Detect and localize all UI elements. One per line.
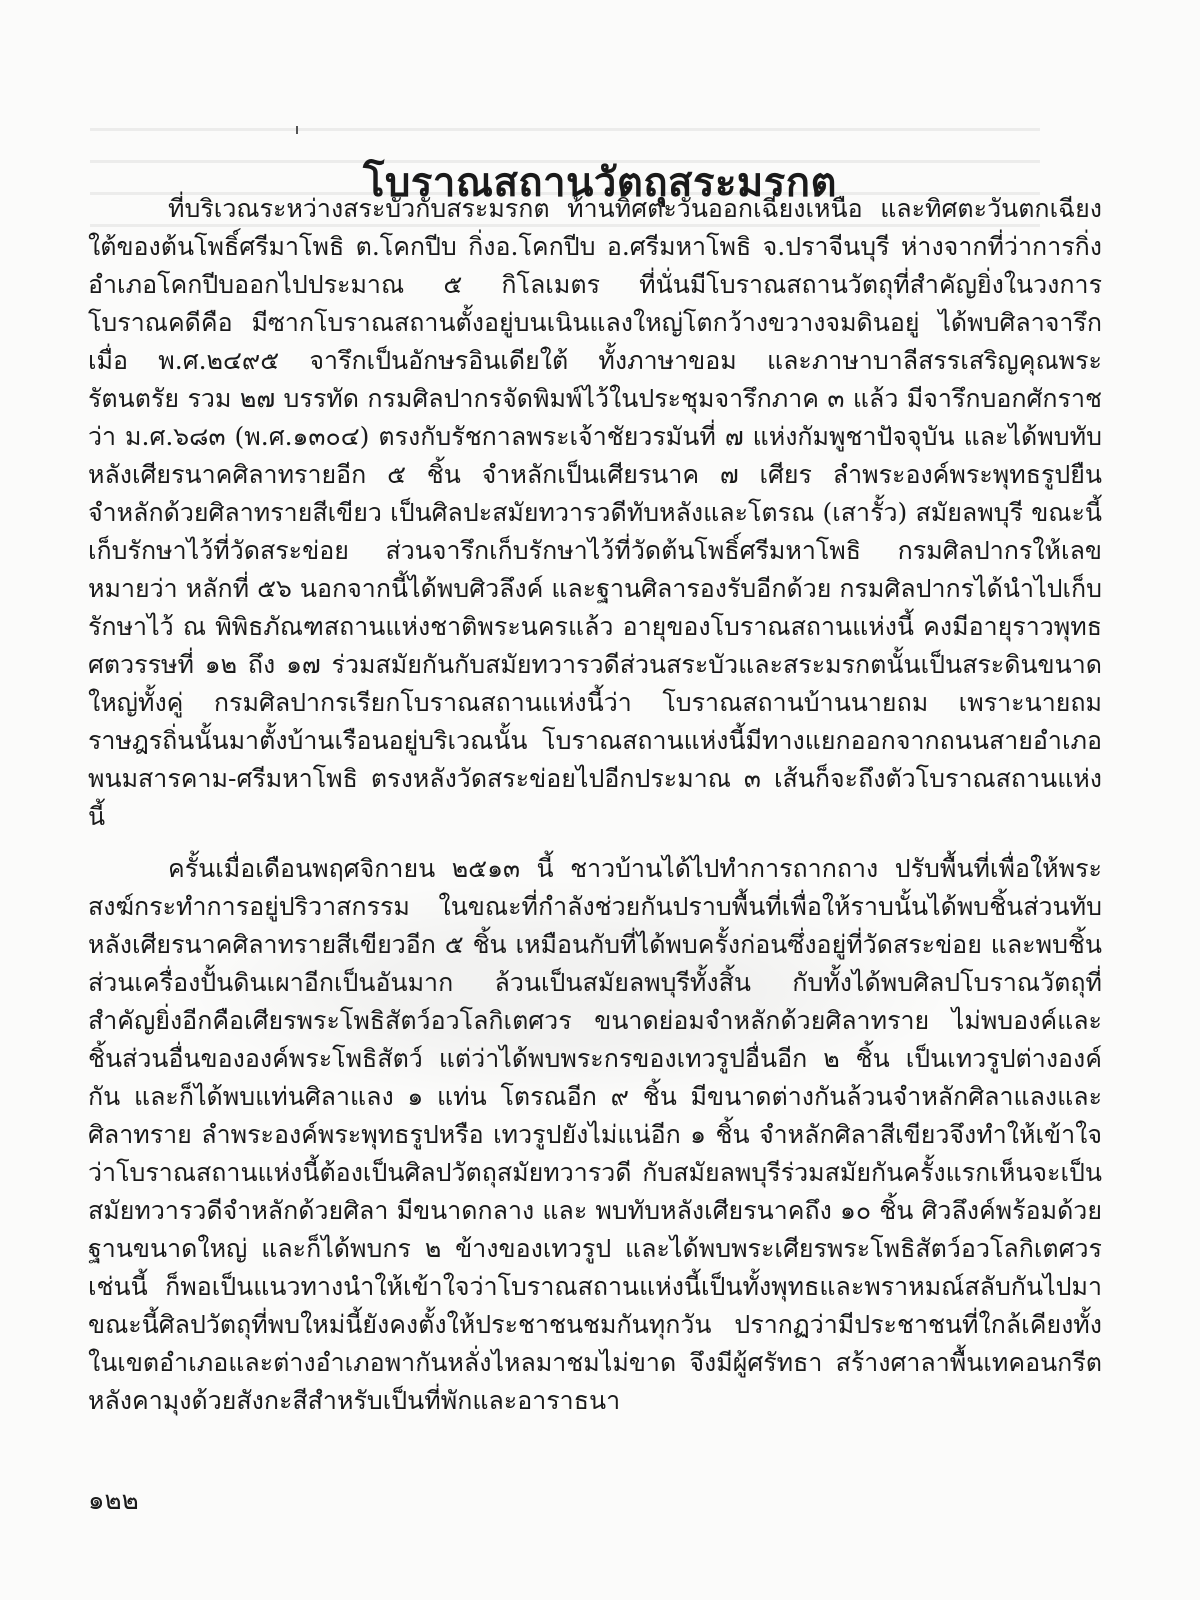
body-text (88, 190, 1102, 1434)
paragraph-2: ครั้นเมื่อเดือนพฤศจิกายน ๒๕๑๓ นี้ ชาวบ้านได้ไปทำการถากถาง ปรับพื้นที่เพื่อให้พระสงฆ์กระทำการอยู่ปริวาสกรรม ในขณะที่กำลังช่วยกันปราบพื้นที่เพื่อให้ราบนั้นได้พบชิ้นส่วนทับหลังเศียรนาคศิลาทรายสีเขียวอีก ๕ ชิ้น เหมือนกับที่ได้พบครั้งก่อนซึ่งอยู่ที่วัดสระข่อย และพบชิ้นส่วนเครื่องปั้นดินเผาอีกเป็นอันมาก ล้วนเป็นสมัยลพบุรีทั้งสิ้น กับทั้งได้พบศิลปโบราณวัตถุที่สำคัญยิ่งอีกคือเศียรพระโพธิสัตว์อวโลกิเตศวร ขนาดย่อมจำหลักด้วยศิลาทราย ไม่พบองค์และชิ้นส่วนอื่นขององค์พระโพธิสัตว์ แต่ว่าได้พบพระกรของเทวรูปอื่นอีก ๒ ชิ้น เป็นเทวรูปต่างองค์กัน และก็ได้พบแท่นศิลาแลง ๑ แท่น โตรณอีก ๙ ชิ้น มีขนาดต่างกันล้วนจำหลักศิลาแลงและศิลาทราย ลำพระองค์พระพุทธรูปหรือ เทวรูปยังไม่แน่อีก ๑ ชิ้น จำหลักศิลาสีเขียวจึงทำให้เข้าใจว่าโบราณสถานแห่งนี้ต้องเป็นศิลปวัตถุสมัยทวารวดี กับสมัยลพบุรีร่วมสมัยกันครั้งแรกเห็นจะเป็นสมัยทวารวดีจำหลักด้วยศิลา มีขนาดกลาง และ พบทับหลังเศียรนาคถึง ๑๐ ชิ้น ศิวลึงค์พร้อมด้วยฐานขนาดใหญ่ และก็ได้พบกร ๒ ข้างของเทวรูป และได้พบพระเศียรพระโพธิสัตว์อวโลกิเตศวรเช่นนี้ ก็พอเป็นแนวทางนำให้เข้าใจว่าโบราณสถานแห่งนี้เป็นทั้งพุทธและพราหมณ์สลับกันไปมา ขณะนี้ศิลปวัตถุที่พบใหม่นี้ยังคงตั้งให้ประชาชนชมกันทุกวัน ปรากฏว่ามีประชาชนที่ใกล้เคียงทั้งในเขตอำเภอและต่างอำเภอพากันหลั่งไหลมาชมไม่ขาด จึงมีผู้ศรัทธา สร้างศาลาพื้นเทคอนกรีตหลังคามุงด้วยสังกะสีสำหรับเป็นที่พักและอาราธนา (88, 854, 1102, 1415)
document-title: โบราณสถานวัตถุสระมรกต (363, 158, 837, 206)
page-number: ๑๒๒ (88, 1486, 139, 1516)
paragraph-1: ที่บริเวณระหว่างสระบัวกับสระมรกต ท้านทิศตะวันออกเฉียงเหนือ และทิศตะวันตกเฉียงใต้ของต้นโพธิ์ศรีมาโพธิ ต.โคกปีบ กิ่งอ.โคกปีบ อ.ศรีมหาโพธิ จ.ปราจีนบุรี ห่างจากที่ว่าการกิ่งอำเภอโคกปีบออกไปประมาณ ๕ กิโลเมตร ที่นั่นมีโบราณสถานวัตถุที่สำคัญยิ่งในวงการโบราณคดีคือ มีซากโบราณสถานตั้งอยู่บนเนินแลงใหญ่โตกว้างขวางจมดินอยู่ ได้พบศิลาจารึกเมื่อ พ.ศ.๒๔๙๕ จารึกเป็นอักษรอินเดียใต้ ทั้งภาษาขอม และภาษาบาลีสรรเสริญคุณพระรัตนตรัย รวม ๒๗ บรรทัด กรมศิลปากรจัดพิมพ์ไว้ในประชุมจารึกภาค ๓ แล้ว มีจารึกบอกศักราชว่า ม.ศ.๖๘๓ (พ.ศ.๑๓๐๔) ตรงกับรัชกาลพระเจ้าชัยวรมันที่ ๗ แห่งกัมพูชาปัจจุบัน และได้พบทับหลังเศียรนาคศิลาทรายอีก ๕ ชิ้น จำหลักเป็นเศียรนาค ๗ เศียร ลำพระองค์พระพุทธรูปยืน จำหลักด้วยศิลาทรายสีเขียว เป็นศิลปะสมัยทวารวดีทับหลังและโตรณ (เสารั้ว) สมัยลพบุรี ขณะนี้เก็บรักษาไว้ที่วัดสระข่อย ส่วนจารึกเก็บรักษาไว้ที่วัดต้นโพธิ์ศรีมหาโพธิ กรมศิลปากรให้เลขหมายว่า หลักที่ ๕๖ นอกจากนี้ได้พบศิวลึงค์ และฐานศิลารองรับอีกด้วย กรมศิลปากรได้นำไปเก็บรักษาไว้ ณ พิพิธภัณฑสถานแห่งชาติพระนครแล้ว อายุของโบราณสถานแห่งนี้ คงมีอายุราวพุทธศตวรรษที่ ๑๒ ถึง ๑๗ ร่วมสมัยกันกับสมัยทวารวดีส่วนสระบัวและสระมรกตนั้นเป็นสระดินขนาดใหญ่ทั้งคู่ กรมศิลปากรเรียกโบราณสถานแห่งนี้ว่า โบราณสถานบ้านนายถม เพราะนายถมราษฎรถิ่นนั้นมาตั้งบ้านเรือนอยู่บริเวณนั้น โบราณสถานแห่งนี้มีทางแยกออกจากถนนสายอำเภอพนมสารคาม-ศรีมหาโพธิ ตรงหลังวัดสระข่อยไปอีกประมาณ ๓ เส้นก็จะถึงตัวโบราณสถานแห่งนี้ (88, 194, 1102, 831)
stray-mark (296, 126, 298, 134)
